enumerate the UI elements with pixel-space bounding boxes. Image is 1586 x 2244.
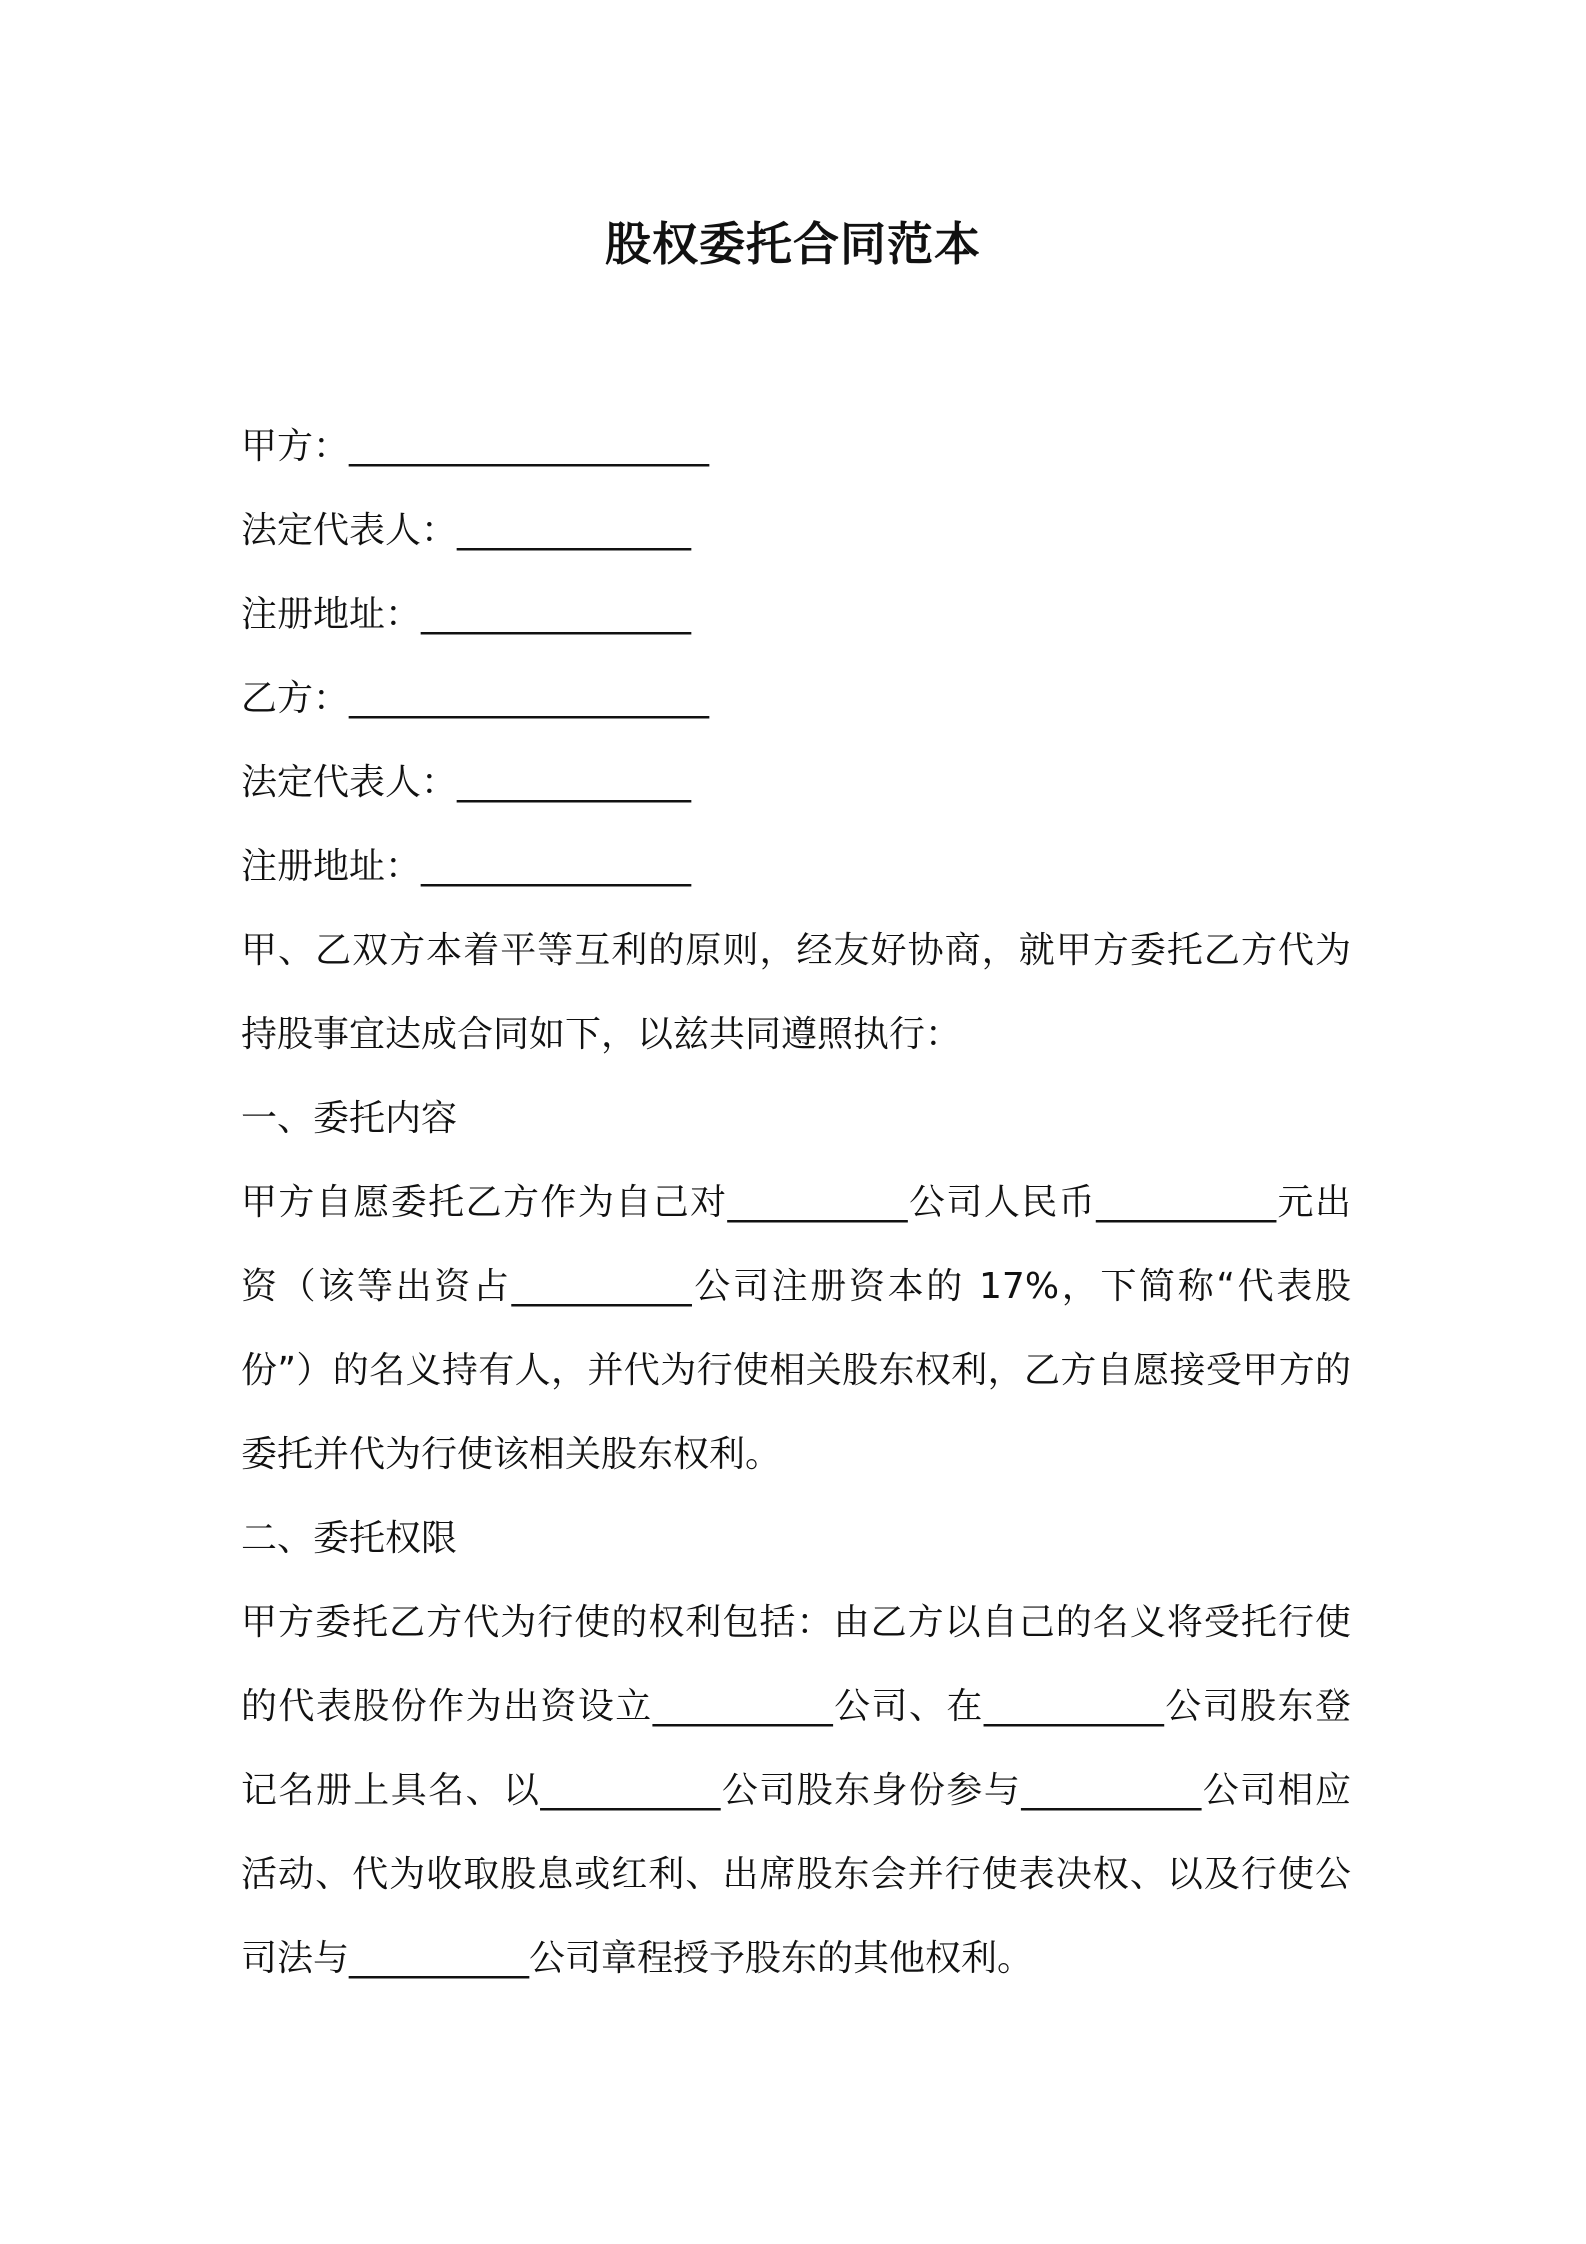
party-a-line: 甲方：____________________	[241, 426, 710, 467]
preamble-paragraph: 甲、乙双方本着平等互利的原则，经友好协商，就甲方委托乙方代为持股事宜达成合同如下，以兹共同遵照执行：	[241, 930, 1351, 1055]
section-2-heading: 二、委托权限	[241, 1518, 458, 1559]
party-b-line: 乙方：____________________	[241, 678, 710, 719]
section-1-heading: 一、委托内容	[241, 1098, 458, 1139]
party-b-representative-line: 法定代表人：_____________	[241, 762, 692, 803]
section-1-paragraph: 甲方自愿委托乙方作为自己对__________公司人民币__________元出资（该等出资占__________公司注册资本的 17%，下简称“代表股份”）的名义持有人，并代为行使相关股东权利，乙方自愿接受甲方的委托并代为行使该相关股东权利。	[241, 1182, 1351, 1475]
party-a-representative-line: 法定代表人：_____________	[241, 510, 692, 551]
party-b-address-line: 注册地址：_______________	[241, 846, 692, 887]
document-body	[241, 405, 1351, 2001]
party-a-address-line: 注册地址：_______________	[241, 594, 692, 635]
section-2-paragraph: 甲方委托乙方代为行使的权利包括：由乙方以自己的名义将受托行使的代表股份作为出资设立__________公司、在__________公司股东登记名册上具名、以__________公司股东身份参与__________公司相应活动、代为收取股息或红利、出席股东会并行使表决权、以及行使公司法与__________公司章程授予股东的其他权利。	[241, 1602, 1351, 1979]
document-title: 股权委托合同范本	[605, 217, 981, 271]
